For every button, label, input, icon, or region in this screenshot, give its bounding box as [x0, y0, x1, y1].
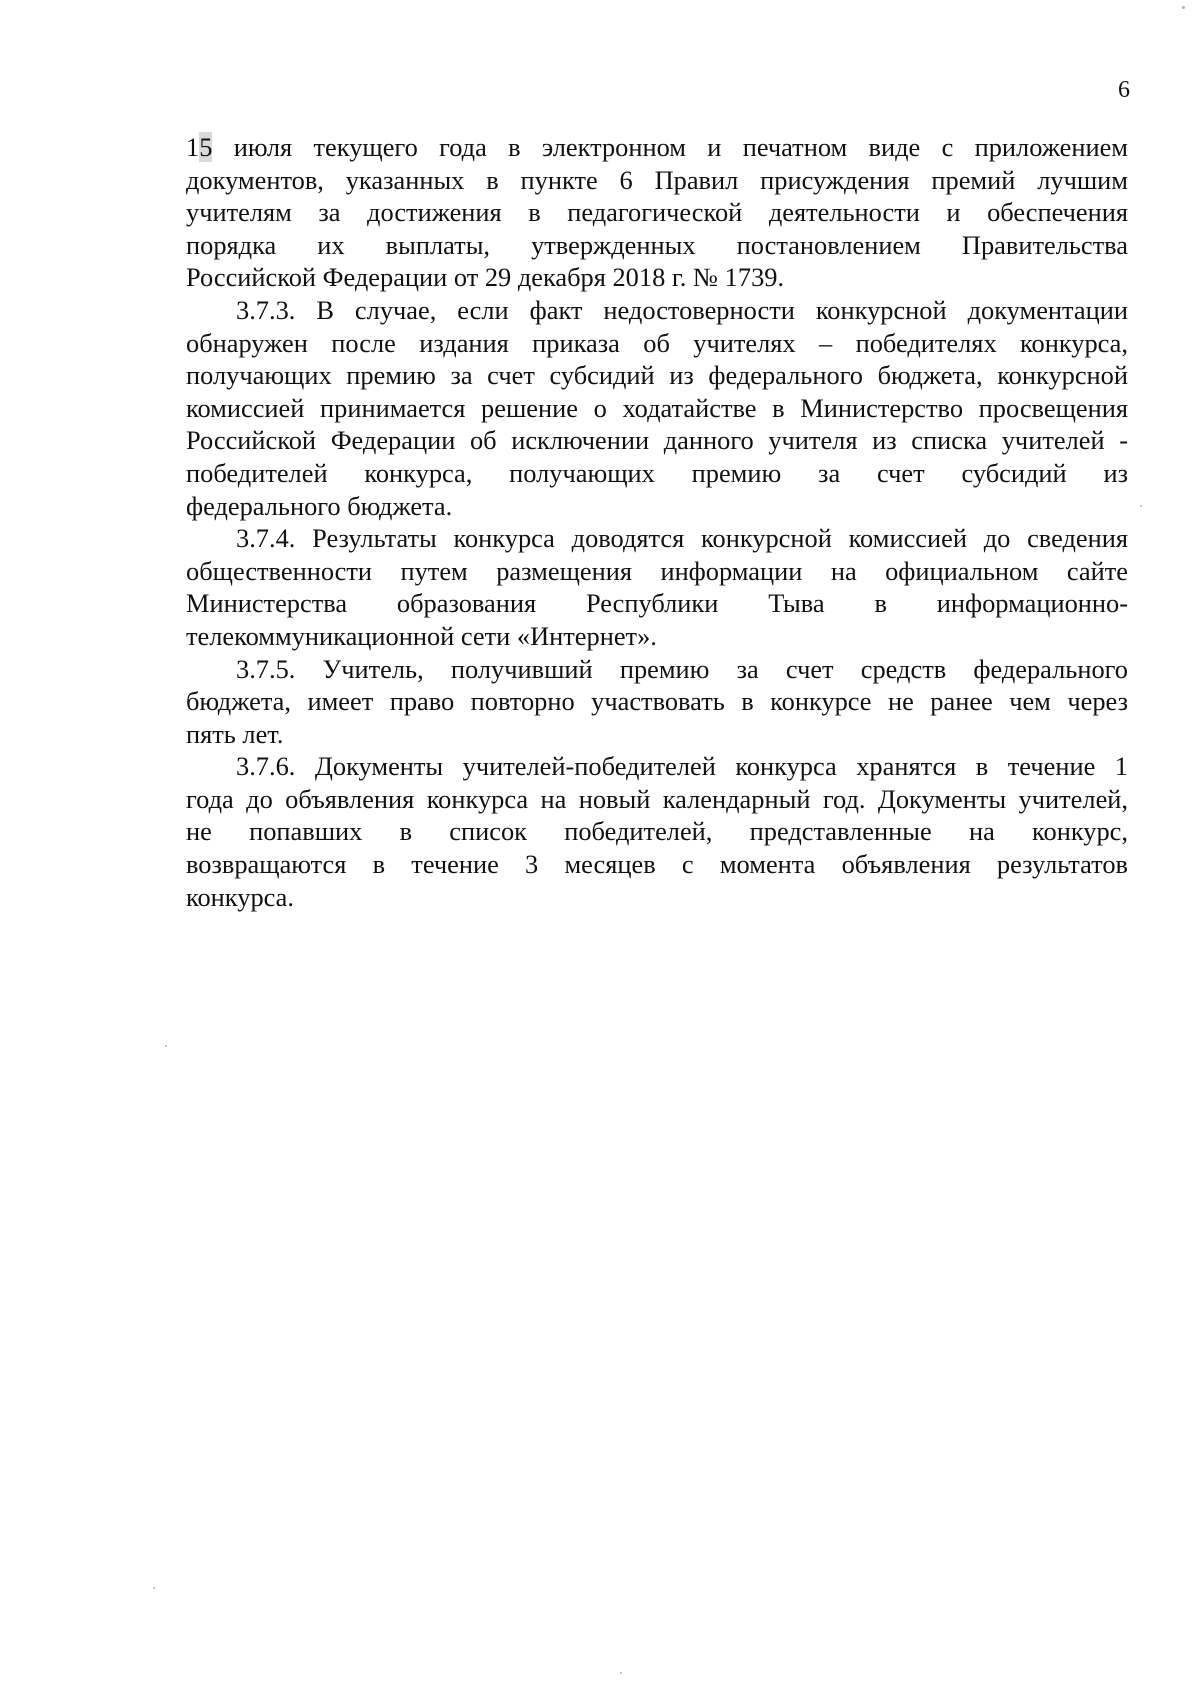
text-line: пять лет. [186, 718, 284, 749]
scan-speck [153, 1587, 155, 1589]
text-line: комиссией принимается решение о ходатайстве в Министерство просвещения [186, 392, 1128, 423]
scan-highlight: 5 [199, 132, 213, 162]
scan-speck [165, 1045, 167, 1047]
text-line: федерального бюджета. [186, 490, 453, 521]
paragraph-first-line: 3.7.5. Учитель, получивший премию за счет средств федерального [236, 653, 1128, 684]
text-line: возвращаются в течение 3 месяцев с момента объявления результатов [186, 849, 1128, 880]
text-line: 15 июля текущего года в электронном и печатном виде с приложением [186, 132, 1128, 162]
scan-speck [1140, 505, 1142, 507]
paragraph-first-line: 3.7.4. Результаты конкурса доводятся конкурсной комиссией до сведения [236, 523, 1128, 554]
text-line: получающих премию за счет субсидий из федерального бюджета, конкурсной [186, 360, 1128, 391]
document-body [186, 131, 1128, 913]
text-line: документов, указанных в пункте 6 Правил присуждения премий лучшим [186, 164, 1128, 195]
text-line: порядка их выплаты, утвержденных постановлением Правительства [186, 229, 1128, 260]
paragraph-first-line: 3.7.3. В случае, если факт недостоверности конкурсной документации [236, 294, 1128, 325]
text-line: конкурса. [186, 881, 294, 912]
text-line: не попавших в список победителей, представленные на конкурс, [186, 816, 1128, 847]
paragraph-first-line: 3.7.6. Документы учителей-победителей конкурса хранятся в течение 1 [236, 751, 1128, 782]
text-line: Российской Федерации об исключении данного учителя из списка учителей - [186, 425, 1128, 456]
text-line: бюджета, имеет право повторно участвовать в конкурсе не ранее чем через [186, 686, 1128, 717]
text-line: учителям за достижения в педагогической деятельности и обеспечения [186, 197, 1128, 228]
text-line: победителей конкурса, получающих премию за счет субсидий из [186, 457, 1128, 488]
scan-speck [620, 1672, 622, 1674]
text-line: обнаружен после издания приказа об учителях – победителях конкурса, [186, 327, 1128, 358]
text-line: года до объявления конкурса на новый календарный год. Документы учителей, [186, 783, 1128, 814]
text-line: телекоммуникационной сети «Интернет». [186, 620, 657, 651]
page-number: 6 [1118, 77, 1130, 103]
scan-speck [1182, 6, 1185, 9]
text-line: Российской Федерации от 29 декабря 2018 г. № 1739. [186, 262, 785, 293]
text-line: общественности путем размещения информации на официальном сайте [186, 555, 1128, 586]
text-line: Министерства образования Республики Тыва в информационно- [186, 588, 1128, 619]
